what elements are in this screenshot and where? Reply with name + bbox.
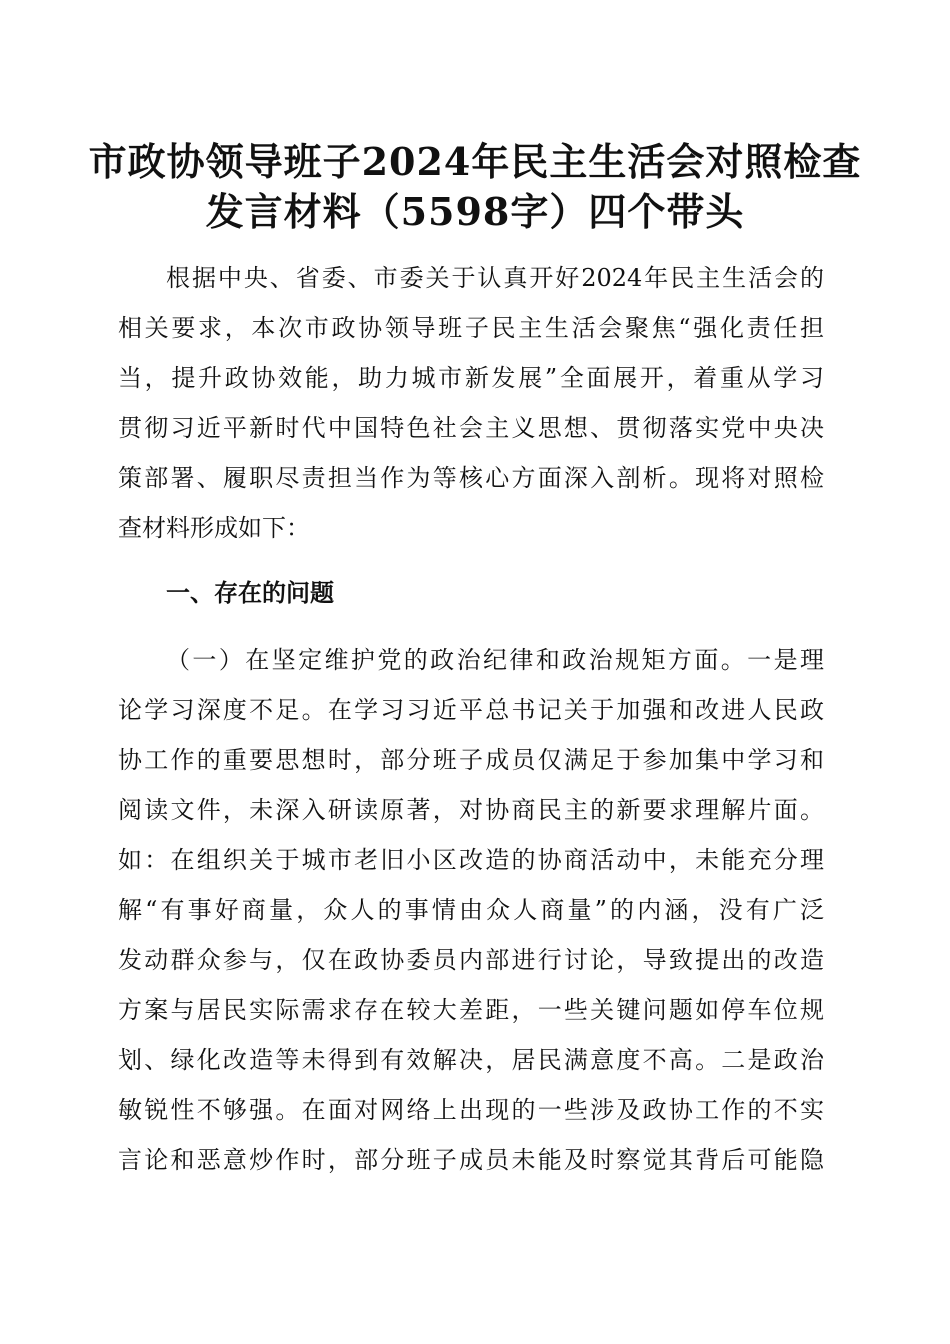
intro-paragraph-line: 相关要求，本次市政协领导班子民主生活会聚焦“强化责任担 [118,314,824,342]
section-paragraph-line: 论学习深度不足。在学习习近平总书记关于加强和改进人民政 [118,696,824,724]
document-title-line-1: 市政协领导班子2024年民主生活会对照检查 [88,139,862,184]
section-paragraph-line: 解“有事好商量，众人的事情由众人商量”的内涵，没有广泛 [118,896,824,924]
document-title-line-2: 发言材料（5598字）四个带头 [205,189,745,234]
intro-paragraph-line: 查材料形成如下： [118,514,310,542]
section-paragraph-line: （一）在坚定维护党的政治纪律和政治规矩方面。一是理 [166,646,824,674]
section-paragraph-line: 划、绿化改造等未得到有效解决，居民满意度不高。二是政治 [118,1046,824,1074]
section-paragraph-line: 如：在组织关于城市老旧小区改造的协商活动中，未能充分理 [118,846,824,874]
intro-paragraph-line: 根据中央、省委、市委关于认真开好2024年民主生活会的 [166,264,824,292]
section-paragraph-line: 方案与居民实际需求存在较大差距，一些关键问题如停车位规 [118,996,824,1024]
section-heading: 一、存在的问题 [166,579,334,607]
section-paragraph-line: 敏锐性不够强。在面对网络上出现的一些涉及政协工作的不实 [118,1096,824,1124]
intro-paragraph-line: 贯彻习近平新时代中国特色社会主义思想、贯彻落实党中央决 [118,414,824,442]
intro-paragraph-line: 策部署、履职尽责担当作为等核心方面深入剖析。现将对照检 [118,464,824,492]
section-paragraph-line: 言论和恶意炒作时，部分班子成员未能及时察觉其背后可能隐 [118,1146,824,1174]
section-paragraph-line: 协工作的重要思想时，部分班子成员仅满足于参加集中学习和 [118,746,824,774]
section-paragraph-line: 发动群众参与，仅在政协委员内部进行讨论，导致提出的改造 [118,946,824,974]
intro-paragraph-line: 当，提升政协效能，助力城市新发展”全面展开，着重从学习 [118,364,824,392]
section-paragraph-line: 阅读文件，未深入研读原著，对协商民主的新要求理解片面。 [118,796,824,824]
